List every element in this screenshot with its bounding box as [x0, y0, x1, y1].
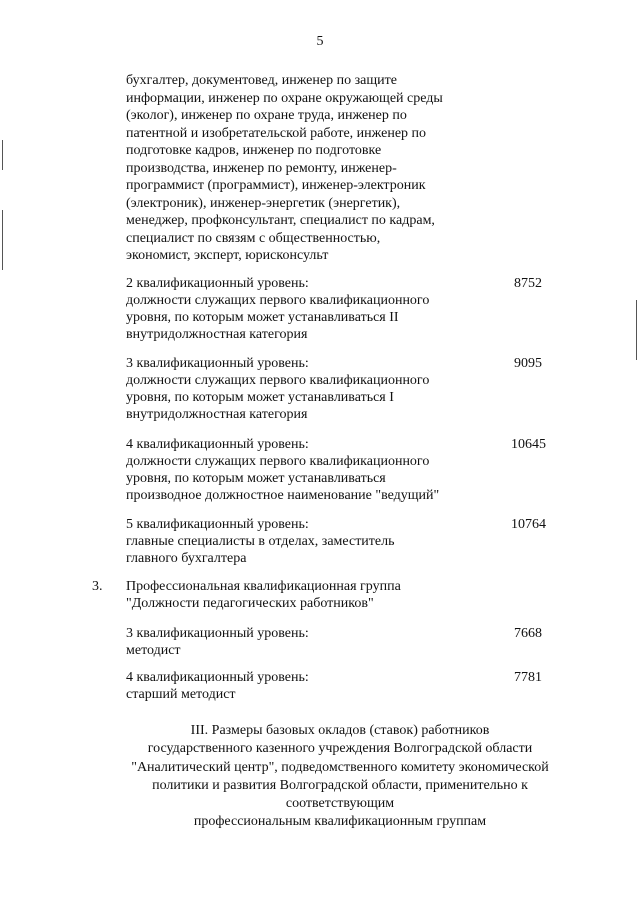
level-heading: 3 квалификационный уровень:	[126, 626, 309, 641]
text-line: патентной и изобретательской работе, инженер по	[126, 125, 427, 141]
level-description: должности служащих первого квалификационного	[126, 293, 430, 308]
text-line: экономист, эксперт, юрисконсульт	[126, 248, 329, 263]
level-description: внутридолжностная категория	[126, 407, 308, 422]
text-line: информации, инженер по охране окружающей среды	[126, 90, 443, 106]
margin-mark-right-1	[636, 300, 637, 360]
group-title: Профессиональная квалификационная группа	[126, 579, 401, 594]
level-description: уровня, по которым может устанавливаться II	[126, 310, 399, 325]
salary-value: 9095	[514, 356, 542, 371]
job-list-paragraph	[126, 72, 506, 265]
level-heading: 2 квалификационный уровень:	[126, 276, 309, 291]
salary-value: 8752	[514, 276, 542, 291]
salary-value: 10764	[511, 517, 546, 532]
level-heading: 5 квалификационный уровень:	[126, 517, 309, 532]
level-description: должности служащих первого квалификационного	[126, 373, 430, 388]
level-description: уровня, по которым может устанавливаться I	[126, 390, 394, 405]
section-title-line: профессиональным квалификационным группам	[193, 814, 487, 830]
group3-level-3	[126, 625, 486, 659]
level-heading: 3 квалификационный уровень:	[126, 356, 309, 371]
section-title-line: "Аналитический центр", подведомственного комитету экономической	[131, 759, 549, 775]
level-description: методист	[126, 643, 181, 658]
qualification-level-2	[126, 275, 486, 343]
salary-value: 10645	[511, 437, 546, 452]
professional-group-3	[126, 578, 486, 612]
level-description: главные специалисты в отделах, заместитель	[126, 534, 395, 549]
level-description: старший методист	[126, 687, 236, 702]
level-heading: 4 квалификационный уровень:	[126, 670, 309, 685]
level-description: производное должностное наименование "ведущий"	[126, 488, 440, 503]
level-description: главного бухгалтера	[126, 551, 247, 566]
qualification-level-3	[126, 355, 486, 423]
section-title-line: III. Размеры базовых окладов (ставок) работников	[190, 723, 490, 738]
text-line: (эколог), инженер по охране труда, инженер по	[126, 108, 407, 123]
section-title	[90, 722, 590, 832]
margin-mark-left-1	[2, 140, 3, 170]
salary-value: 7781	[514, 670, 542, 685]
text-line: специалист по связям с общественностью,	[126, 230, 381, 246]
text-line: производства, инженер по ремонту, инженер-	[126, 160, 397, 176]
salary-value: 7668	[514, 626, 542, 641]
text-line: программист (программист), инженер-электроник	[126, 178, 426, 193]
section-title-line: политики и развития Волгоградской области, применительно к	[152, 777, 528, 793]
page-number: 5	[316, 34, 324, 49]
margin-mark-left-2	[2, 210, 3, 270]
section-title-line: соответствующим	[285, 796, 395, 812]
qualification-level-5	[126, 516, 486, 567]
level-heading: 4 квалификационный уровень:	[126, 437, 309, 452]
section-title-line: государственного казенного учреждения Волгоградской области	[147, 741, 533, 757]
level-description: внутридолжностная категория	[126, 327, 308, 342]
text-line: менеджер, профконсультант, специалист по кадрам,	[126, 213, 435, 228]
level-description: должности служащих первого квалификационного	[126, 454, 430, 469]
group-title: "Должности педагогических работников"	[126, 596, 374, 611]
text-line: подготовке кадров, инженер по подготовке	[126, 143, 382, 158]
text-line: (электроник), инженер-энергетик (энергетик),	[126, 195, 401, 211]
group-number: 3.	[92, 579, 103, 594]
text-line: бухгалтер, документовед, инженер по защите	[126, 73, 397, 88]
group3-level-4	[126, 669, 486, 703]
qualification-level-4	[126, 436, 486, 504]
level-description: уровня, по которым может устанавливаться	[126, 471, 386, 486]
